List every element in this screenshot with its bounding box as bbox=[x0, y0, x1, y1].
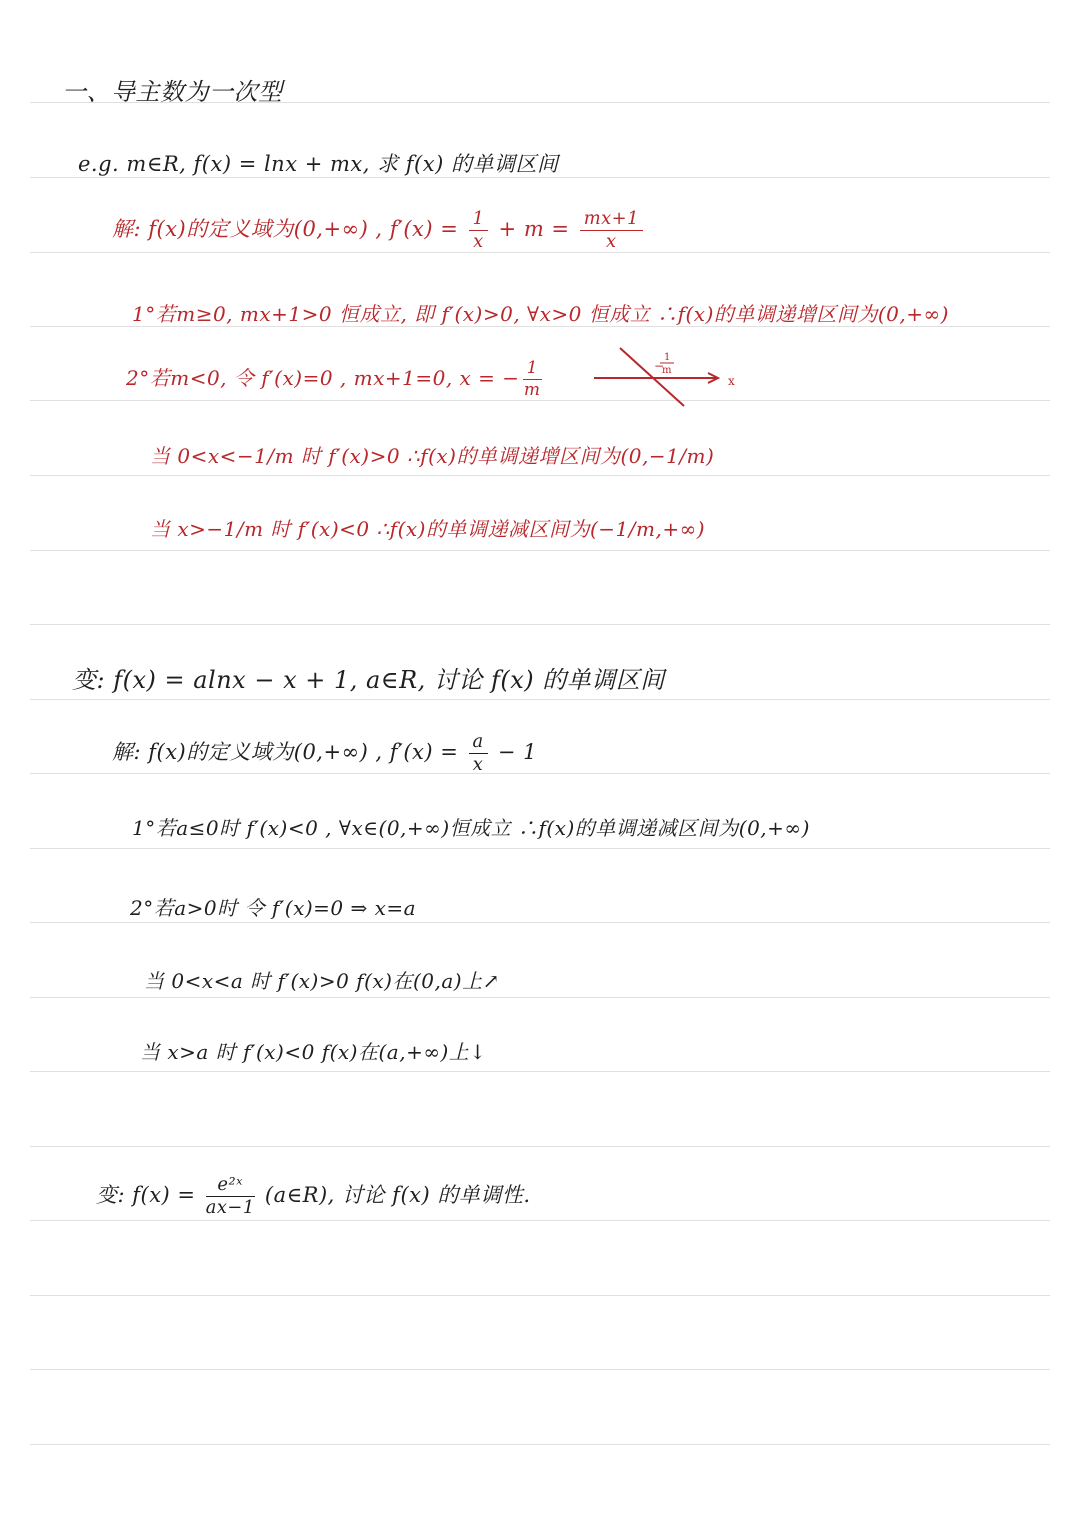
intro-prefix: 解: f(x)的定义域为(0,+∞) , f′(x) = bbox=[112, 216, 466, 241]
fraction-numerator: e²ˣ bbox=[206, 1176, 255, 1197]
intro-suffix: − 1 bbox=[490, 739, 537, 764]
fraction-mx-plus-1-over-x bbox=[580, 210, 643, 251]
ruled-line bbox=[30, 400, 1050, 401]
ruled-line bbox=[30, 848, 1050, 849]
ruled-line bbox=[30, 1369, 1050, 1370]
ruled-line bbox=[30, 922, 1050, 923]
fraction-numerator: mx+1 bbox=[580, 210, 643, 231]
example-case-2 bbox=[126, 360, 545, 399]
variant-2-suffix: (a∈R), 讨论 f(x) 的单调性. bbox=[257, 1182, 531, 1207]
ruled-line bbox=[30, 1071, 1050, 1072]
variant-1-prompt: 变: f(x) = alnx − x + 1, a∈R, 讨论 f(x) 的单调区间 bbox=[72, 666, 665, 694]
ruled-line bbox=[30, 1220, 1050, 1221]
ruled-line bbox=[30, 624, 1050, 625]
variant-1-case-1: 1°若a≤0时 f′(x)<0 , ∀x∈(0,+∞)恒成立 ∴f(x)的单调递减区间为(0,+∞) bbox=[132, 816, 810, 840]
example-sub-case-2: 当 x>−1/m 时 f′(x)<0 ∴f(x)的单调递减区间为(−1/m,+∞) bbox=[150, 517, 706, 541]
fraction-1-over-m bbox=[523, 360, 542, 399]
fraction-numerator: 1 bbox=[469, 210, 489, 231]
sign-diagram bbox=[590, 344, 750, 410]
example-solution-intro bbox=[112, 210, 646, 251]
variant-1-sub-case-1: 当 0<x<a 时 f′(x)>0 f(x)在(0,a)上↗ bbox=[144, 969, 500, 993]
case-2-prefix: 2°若m<0, 令 f′(x)=0 , mx+1=0, x = − bbox=[126, 366, 520, 390]
ruled-line bbox=[30, 1146, 1050, 1147]
variant-2-prompt bbox=[96, 1176, 531, 1217]
fraction-numerator: 1 bbox=[523, 360, 542, 380]
variant-1-sub-case-2: 当 x>a 时 f′(x)<0 f(x)在(a,+∞)上↓ bbox=[140, 1040, 487, 1064]
fraction-numerator: a bbox=[469, 733, 488, 754]
fraction-denominator: x bbox=[472, 753, 484, 775]
ruled-line bbox=[30, 699, 1050, 700]
variant-1-solution-intro bbox=[112, 733, 537, 774]
intro-middle: + m = bbox=[491, 216, 577, 241]
fraction-denominator: x bbox=[473, 230, 484, 252]
fraction-exp-over-linear bbox=[206, 1176, 255, 1217]
ruled-line bbox=[30, 1295, 1050, 1296]
example-case-1: 1°若m≥0, mx+1>0 恒成立, 即 f′(x)>0, ∀x>0 恒成立 ∴f(x)的单调递增区间为(0,+∞) bbox=[132, 302, 949, 326]
fraction-denominator: x bbox=[606, 230, 617, 252]
example-sub-case-1: 当 0<x<−1/m 时 f′(x)>0 ∴f(x)的单调递增区间为(0,−1/m) bbox=[150, 444, 715, 468]
fraction-a-over-x bbox=[469, 733, 488, 774]
fraction-denominator: m bbox=[523, 380, 541, 400]
ruled-line bbox=[30, 550, 1050, 551]
section-title: 一、导主数为一次型 bbox=[62, 78, 283, 106]
ruled-line bbox=[30, 997, 1050, 998]
ruled-line bbox=[30, 475, 1050, 476]
diagram-root-den: m bbox=[662, 365, 672, 376]
intro-prefix: 解: f(x)的定义域为(0,+∞) , f′(x) = bbox=[112, 739, 466, 764]
variant-1-case-2: 2°若a>0时 令 f′(x)=0 ⇒ x=a bbox=[130, 896, 417, 920]
diagram-root-num: 1 bbox=[664, 352, 671, 363]
fraction-denominator: ax−1 bbox=[205, 1196, 255, 1218]
ruled-line bbox=[30, 252, 1050, 253]
variant-2-prefix: 变: f(x) = bbox=[96, 1182, 203, 1207]
example-prompt: e.g. m∈R, f(x) = lnx + mx, 求 f(x) 的单调区间 bbox=[78, 152, 559, 176]
diagram-axis-label: x bbox=[728, 374, 735, 388]
fraction-1-over-x bbox=[469, 210, 489, 251]
ruled-line bbox=[30, 1444, 1050, 1445]
diagram-root-sign: − bbox=[654, 359, 665, 373]
